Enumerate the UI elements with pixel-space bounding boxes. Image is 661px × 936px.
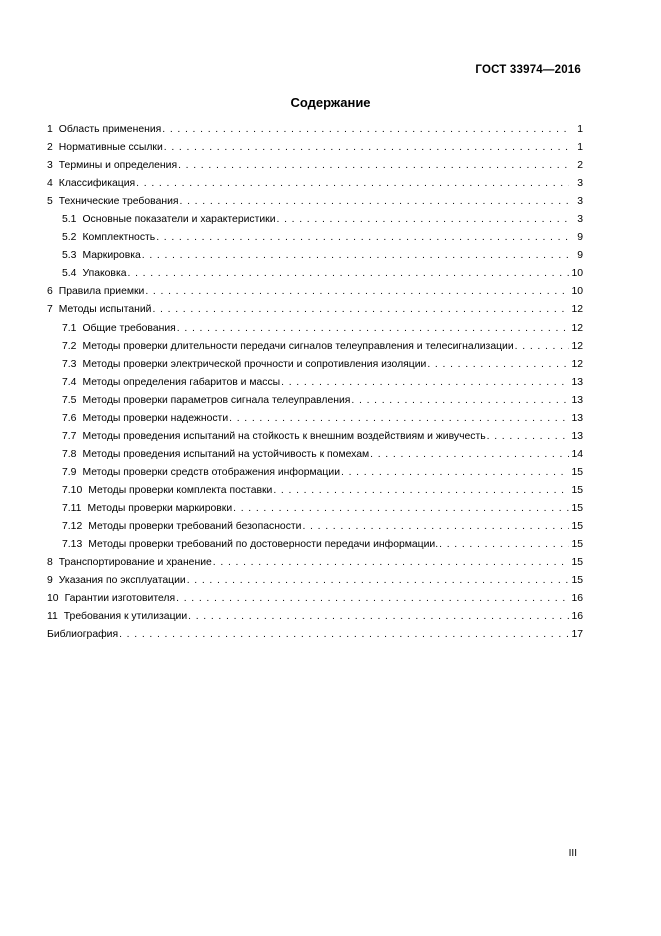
- toc-entry-page: 13: [571, 394, 583, 406]
- toc-entry-title: Методы проверки средств отображения информации: [82, 466, 340, 478]
- toc-entry-title: Методы определения габаритов и массы: [82, 376, 281, 388]
- toc-entry-title: Область применения: [58, 124, 162, 135]
- toc-entry-title: Технические требования: [58, 196, 179, 208]
- toc-dot-leader: [515, 338, 569, 356]
- toc-entry[interactable]: [47, 157, 583, 175]
- toc-entry-title: Методы проведения испытаний на стойкость к внешним воздействиям и живучесть: [82, 430, 486, 442]
- toc-entry[interactable]: [47, 229, 583, 247]
- toc-entry[interactable]: [47, 608, 583, 626]
- toc-entry-page: 14: [571, 448, 583, 460]
- toc-entry[interactable]: [47, 500, 583, 518]
- toc-entry[interactable]: [47, 283, 583, 301]
- toc-entry-number: 3: [47, 160, 53, 172]
- toc-entry-title: Нормативные ссылки: [58, 142, 163, 154]
- toc-entry-page: 3: [577, 214, 583, 226]
- toc-entry-number: 11: [47, 611, 58, 623]
- toc-entry[interactable]: [47, 410, 583, 428]
- toc-entry-title: Методы проверки надежности: [82, 412, 229, 424]
- toc-dot-leader: [229, 410, 569, 428]
- toc-entry[interactable]: [47, 175, 583, 193]
- toc-entry[interactable]: [47, 536, 583, 554]
- toc-entry-number: 7.2: [62, 340, 77, 352]
- toc-dot-leader: [152, 301, 569, 319]
- toc-entry-title: Методы проверки параметров сигнала телеуправления: [82, 394, 351, 406]
- toc-dot-leader: [233, 500, 569, 518]
- toc-entry[interactable]: [47, 572, 583, 590]
- toc-dot-leader: [156, 229, 569, 247]
- toc-entry-number: 7.8: [62, 448, 77, 460]
- toc-entry[interactable]: [47, 482, 583, 500]
- toc-entry-title: Транспортирование и хранение: [58, 557, 212, 569]
- toc-dot-leader: [119, 626, 569, 644]
- toc-entry-number: 4: [47, 178, 53, 190]
- toc-entry-number: 7.9: [62, 466, 77, 478]
- toc-entry-title: Методы проверки электрической прочности и сопротивления изоляции: [82, 358, 427, 370]
- toc-dot-leader: [341, 464, 569, 482]
- toc-entry-page: 3: [577, 178, 583, 190]
- toc-dot-leader: [302, 518, 569, 536]
- toc-dot-leader: [188, 608, 569, 626]
- toc-entry[interactable]: [47, 356, 583, 374]
- toc-entry-number: 7.3: [62, 358, 77, 370]
- toc-entry[interactable]: [47, 590, 583, 608]
- toc-entry-page: 13: [571, 430, 583, 442]
- toc-entry-number: 8: [47, 557, 53, 569]
- toc-entry-page: 16: [571, 593, 583, 605]
- toc-entry[interactable]: [47, 392, 583, 410]
- toc-entry-number: 5.3: [62, 250, 77, 262]
- toc-entry[interactable]: [47, 265, 583, 283]
- toc-entry-title: Методы проверки комплекта поставки: [88, 484, 273, 496]
- toc-entry-page: 12: [571, 322, 583, 334]
- toc-entry-title: Методы проведения испытаний на устойчивость к помехам: [82, 448, 370, 460]
- toc-dot-leader: [164, 139, 569, 157]
- toc-entry-title: Комплектность: [82, 232, 156, 244]
- table-of-contents: [47, 121, 583, 644]
- toc-entry-number: 7.10: [62, 484, 83, 496]
- toc-entry[interactable]: [47, 338, 583, 356]
- toc-entry-number: 7.1: [62, 322, 77, 334]
- toc-entry[interactable]: [47, 247, 583, 265]
- page-number: III: [568, 848, 577, 859]
- toc-entry-number: 7.4: [62, 376, 77, 388]
- toc-dot-leader: [177, 320, 569, 338]
- toc-dot-leader: [273, 482, 569, 500]
- toc-entry[interactable]: [47, 193, 583, 211]
- toc-entry-number: 5: [47, 196, 53, 208]
- toc-entry[interactable]: [47, 554, 583, 572]
- toc-entry-number: 7: [47, 304, 53, 316]
- toc-dot-leader: [162, 121, 569, 139]
- toc-entry[interactable]: [47, 518, 583, 536]
- toc-entry-page: 3: [577, 196, 583, 208]
- toc-entry-page: 15: [571, 557, 583, 569]
- toc-dot-leader: [145, 283, 569, 301]
- toc-entry[interactable]: [47, 428, 583, 446]
- toc-entry[interactable]: [47, 211, 583, 229]
- toc-dot-leader: [351, 392, 569, 410]
- document-code-header: ГОСТ 33974—2016: [475, 64, 581, 76]
- toc-entry-page: 10: [571, 286, 583, 298]
- toc-dot-leader: [370, 446, 569, 464]
- toc-entry-title: Правила приемки: [58, 286, 145, 298]
- toc-entry-page: 17: [571, 629, 583, 641]
- toc-entry-number: 6: [47, 286, 53, 298]
- toc-dot-leader: [136, 175, 569, 193]
- toc-entry-page: 9: [577, 232, 583, 244]
- toc-entry-title: Основные показатели и характеристики: [82, 214, 276, 226]
- toc-entry-page: 13: [571, 412, 583, 424]
- toc-entry-page: 12: [571, 340, 583, 352]
- toc-dot-leader: [277, 211, 569, 229]
- toc-entry[interactable]: [47, 626, 583, 644]
- toc-dot-leader: [427, 356, 569, 374]
- toc-entry-number: 2: [47, 142, 53, 154]
- toc-entry[interactable]: [47, 446, 583, 464]
- toc-entry-number: 5.1: [62, 214, 77, 226]
- toc-dot-leader: [187, 572, 569, 590]
- toc-entry-number: 7.5: [62, 394, 77, 406]
- toc-entry-number: 9: [47, 575, 53, 587]
- toc-dot-leader: [128, 265, 569, 283]
- toc-entry-number: 7.6: [62, 412, 77, 424]
- toc-entry[interactable]: [47, 464, 583, 482]
- toc-entry-number: 7.12: [62, 521, 83, 533]
- toc-title: Содержание: [290, 95, 371, 110]
- toc-entry-title: Методы проверки требований безопасности: [88, 521, 302, 533]
- toc-entry-number: 7.7: [62, 430, 77, 442]
- toc-dot-leader: [180, 193, 569, 211]
- toc-entry[interactable]: [47, 121, 583, 139]
- toc-dot-leader: [142, 247, 569, 265]
- toc-entry[interactable]: [47, 301, 583, 319]
- toc-dot-leader: [439, 536, 569, 554]
- toc-entry-title: Упаковка: [82, 268, 127, 280]
- toc-entry-title: Маркировка: [82, 250, 141, 262]
- toc-entry-title: Указания по эксплуатации: [58, 575, 186, 587]
- toc-entry-page: 15: [571, 466, 583, 478]
- toc-entry-title: Методы проверки длительности передачи сигналов телеуправления и телесигнализации: [82, 340, 514, 352]
- toc-entry-page: 2: [577, 160, 583, 172]
- toc-entry-page: 13: [571, 376, 583, 388]
- toc-entry-page: 16: [571, 611, 583, 623]
- toc-entry-title: Термины и определения: [58, 160, 178, 172]
- toc-entry[interactable]: [47, 320, 583, 338]
- toc-dot-leader: [487, 428, 569, 446]
- toc-dot-leader: [176, 590, 569, 608]
- toc-entry-title: Методы проверки маркировки: [87, 502, 233, 514]
- toc-entry-page: 12: [571, 358, 583, 370]
- toc-entry-title: Методы испытаний: [58, 304, 152, 316]
- toc-dot-leader: [281, 374, 569, 392]
- toc-entry-page: 12: [571, 304, 583, 316]
- toc-entry-title: Классификация: [58, 178, 136, 190]
- toc-entry-page: 15: [571, 539, 583, 551]
- toc-entry-number: 7.13: [62, 539, 83, 551]
- toc-entry-number: 5.4: [62, 268, 77, 280]
- toc-entry-title: Методы проверки требований по достоверности передачи информации.: [88, 539, 439, 551]
- toc-entry[interactable]: [47, 374, 583, 392]
- toc-entry-title: Общие требования: [82, 322, 176, 334]
- toc-entry-number: 1: [47, 124, 53, 135]
- toc-entry[interactable]: [47, 139, 583, 157]
- toc-entry-page: 9: [577, 250, 583, 262]
- toc-entry-page: 15: [571, 502, 583, 514]
- toc-entry-page: 15: [571, 575, 583, 587]
- toc-dot-leader: [213, 554, 569, 572]
- toc-entry-page: 15: [571, 521, 583, 533]
- toc-entry-page: 10: [571, 268, 583, 280]
- toc-dot-leader: [178, 157, 569, 175]
- toc-entry-page: 1: [577, 142, 583, 154]
- toc-entry-title: Библиография: [47, 629, 119, 641]
- toc-entry-number: 10: [47, 593, 59, 605]
- toc-entry-title: Гарантии изготовителя: [64, 593, 176, 605]
- toc-entry-page: 15: [571, 484, 583, 496]
- toc-entry-title: Требования к утилизации: [63, 611, 188, 623]
- toc-entry-number: 7.11: [62, 502, 82, 514]
- toc-entry-page: 1: [577, 124, 583, 135]
- toc-entry-number: 5.2: [62, 232, 77, 244]
